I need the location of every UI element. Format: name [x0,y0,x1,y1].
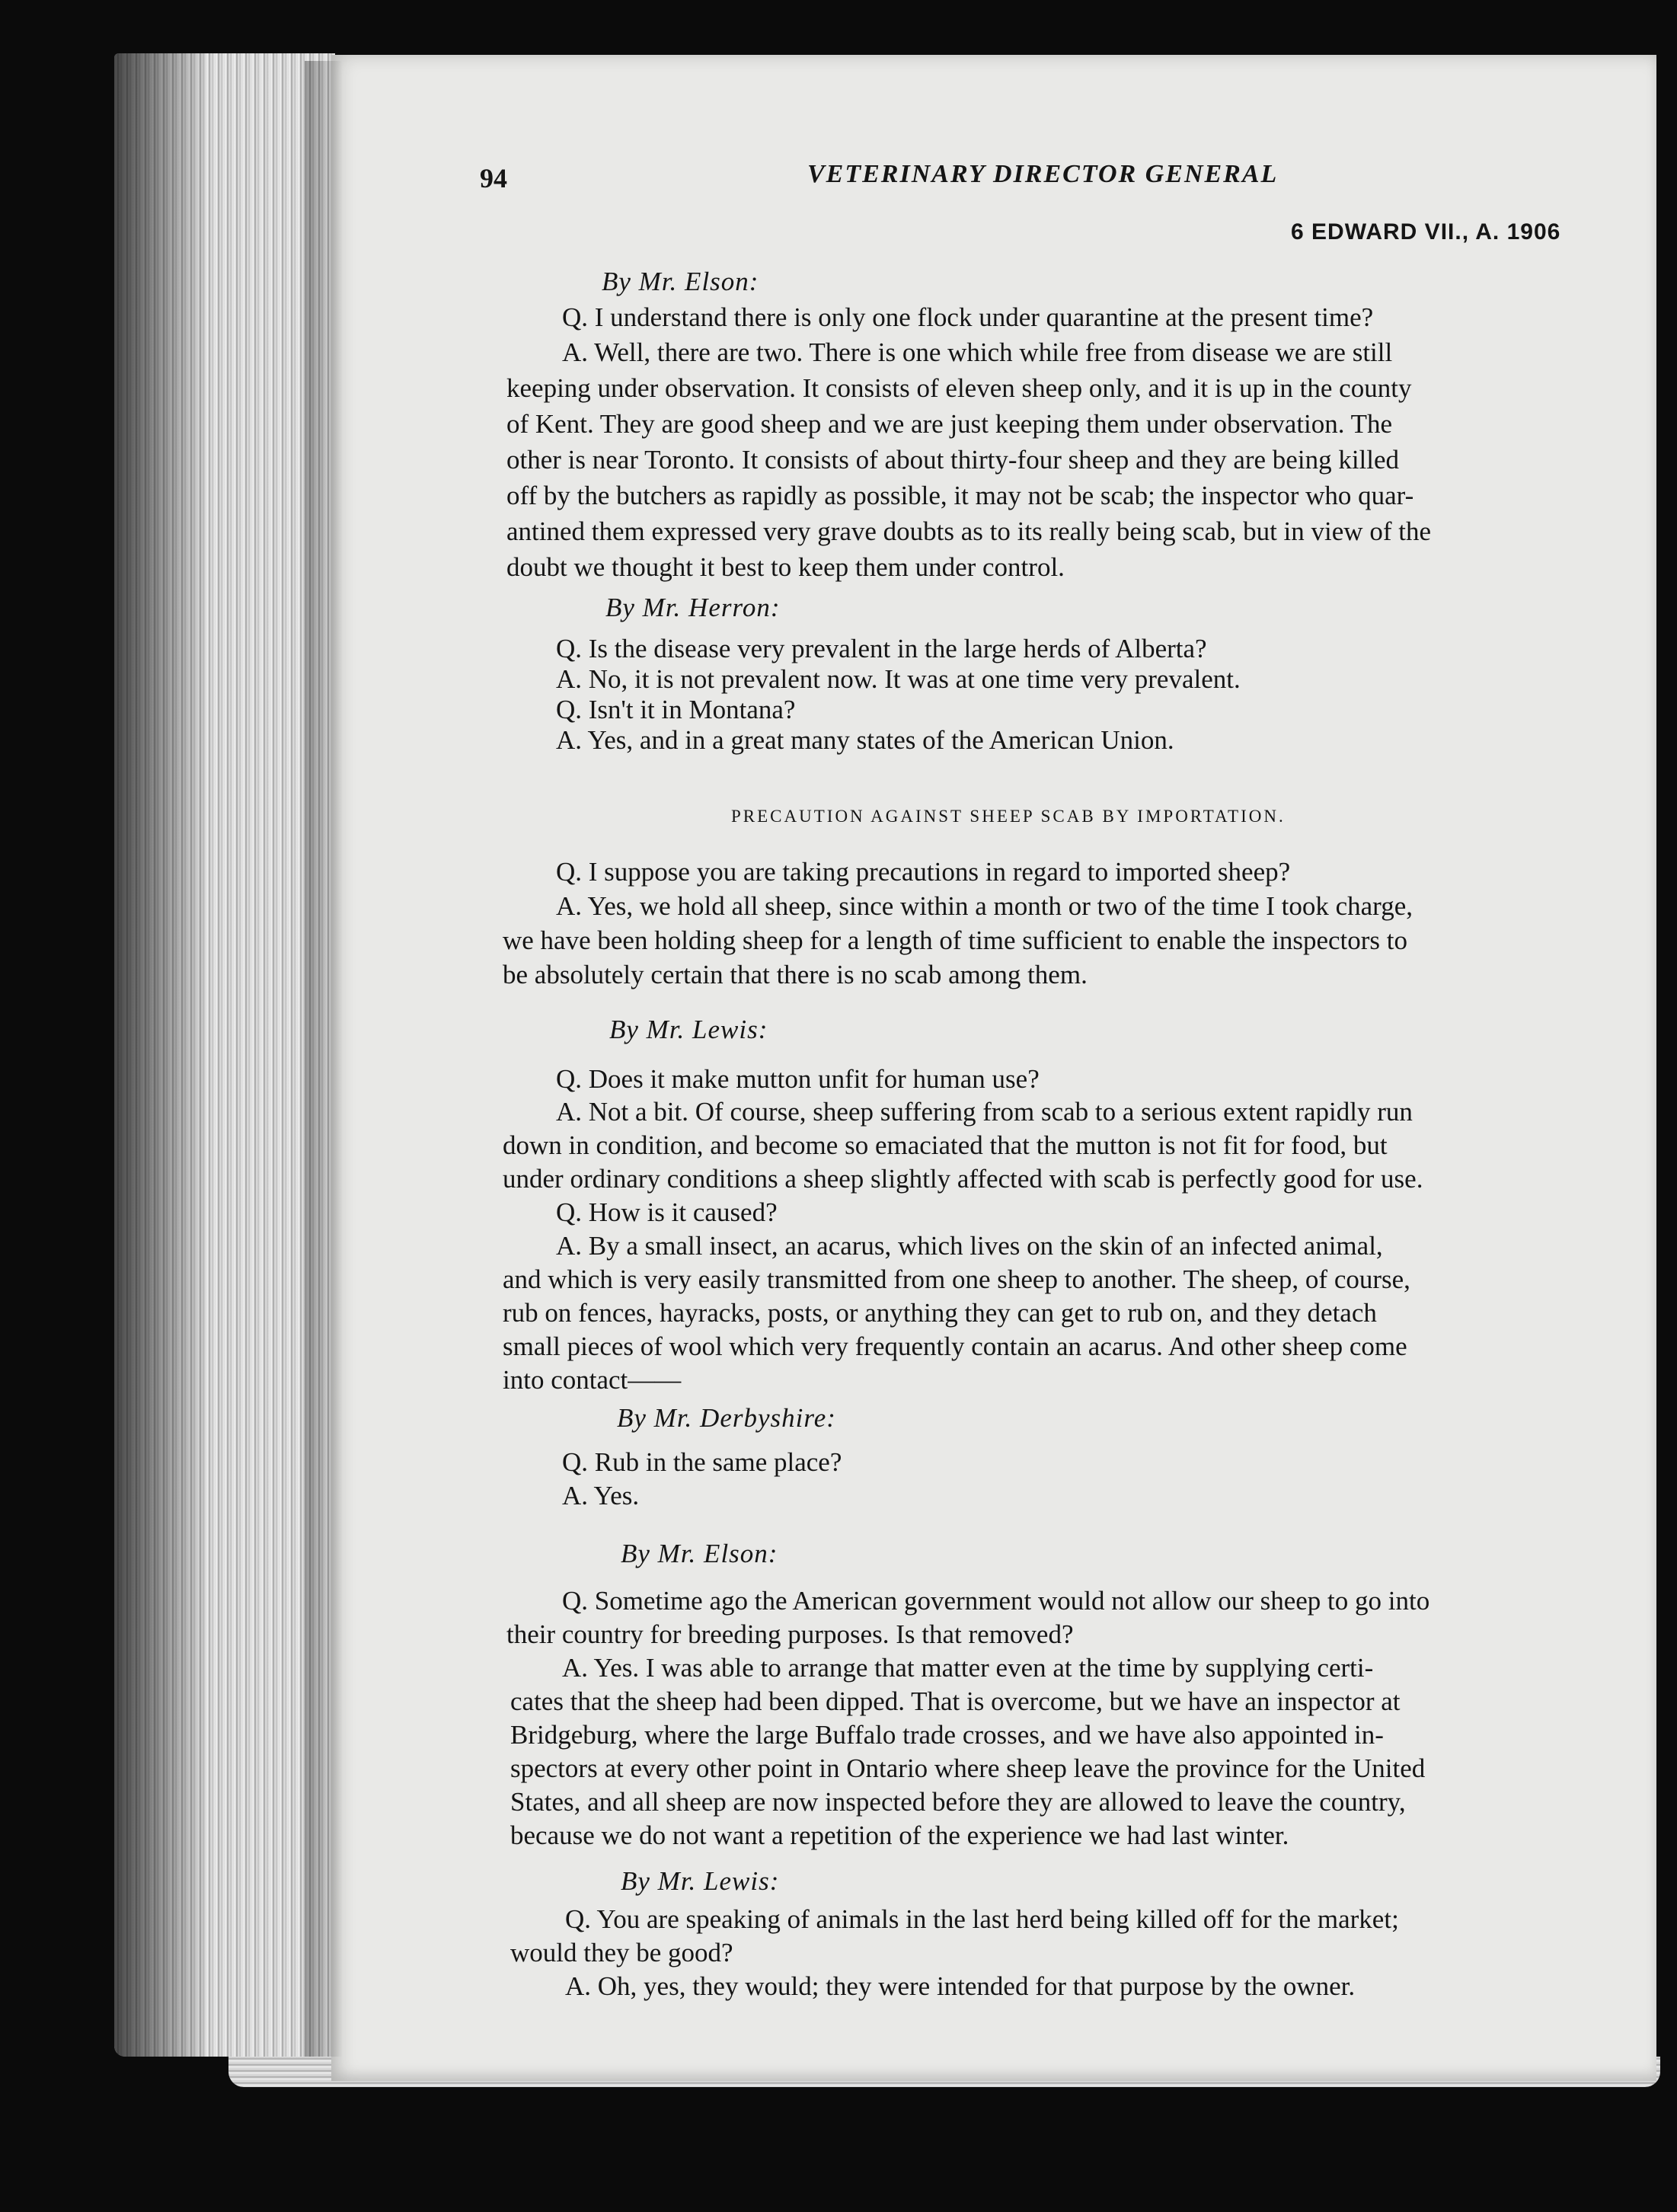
text-line: other is near Toronto. It consists of about thirty-four sheep and they are being killed [506,445,1400,475]
section-heading: PRECAUTION AGAINST SHEEP SCAB BY IMPORTATION. [731,807,1286,826]
question-line: Q. Is the disease very prevalent in the large herds of Alberta? [556,634,1207,663]
running-head: VETERINARY DIRECTOR GENERAL [807,160,1279,188]
text-line: Bridgeburg, where the large Buffalo trade crosses, and we have also appointed in- [510,1720,1384,1750]
spine-shadow [305,61,343,2057]
page-edges [114,53,335,2057]
question-line: Q. I suppose you are taking precautions in regard to imported sheep? [556,857,1291,887]
text-line: spectors at every other point in Ontario where sheep leave the province for the United [510,1753,1426,1783]
text-line: cates that the sheep had been dipped. That is overcome, but we have an inspector at [510,1686,1401,1716]
question-line: Q. Sometime ago the American government would not allow our sheep to go into [562,1586,1430,1616]
text-line: of Kent. They are good sheep and we are just keeping them under observation. The [506,409,1393,439]
answer-line: A. Oh, yes, they would; they were intended for that purpose by the owner. [565,1971,1356,2001]
speaker-heading: By Mr. Lewis: [621,1866,780,1896]
text-line: their country for breeding purposes. Is that removed? [506,1619,1074,1649]
text-line: and which is very easily transmitted from one sheep to another. The sheep, of course, [503,1264,1410,1294]
speaker-heading: By Mr. Herron: [605,593,781,622]
text-line: would they be good? [510,1938,733,1967]
question-line: Q. Isn't it in Montana? [556,695,796,724]
text-line: be absolutely certain that there is no scab among them. [503,960,1088,989]
question-line: Q. Does it make mutton unfit for human use? [556,1064,1040,1094]
page-number: 94 [480,163,507,193]
text-line: down in condition, and become so emaciated that the mutton is not fit for food, but [503,1130,1388,1160]
text-line: under ordinary conditions a sheep slightly affected with scab is perfectly good for use. [503,1164,1423,1194]
text-line: because we do not want a repetition of the experience we had last winter. [510,1820,1289,1850]
question-line: Q. I understand there is only one flock under quarantine at the present time? [562,302,1374,332]
text-line: keeping under observation. It consists of eleven sheep only, and it is up in the county [506,373,1412,403]
answer-line: A. Not a bit. Of course, sheep suffering from scab to a serious extent rapidly run [556,1097,1413,1127]
text-line: doubt we thought it best to keep them under control. [506,552,1065,582]
answer-line: A. By a small insect, an acarus, which lives on the skin of an infected animal, [556,1231,1383,1261]
answer-line: A. No, it is not prevalent now. It was at one time very prevalent. [556,664,1241,694]
answer-line: A. Well, there are two. There is one which while free from disease we are still [562,337,1393,367]
answer-line: A. Yes, and in a great many states of the American Union. [556,725,1174,755]
text-line: small pieces of wool which very frequently contain an acarus. And other sheep come [503,1331,1407,1361]
text-line: off by the butchers as rapidly as possible, it may not be scab; the inspector who quar- [506,481,1414,510]
speaker-heading: By Mr. Elson: [621,1539,778,1568]
speaker-heading: By Mr. Elson: [602,267,759,296]
speaker-heading: By Mr. Lewis: [609,1015,768,1044]
answer-line: A. Yes, we hold all sheep, since within a month or two of the time I took charge, [556,891,1413,921]
question-line: Q. You are speaking of animals in the last herd being killed off for the market; [565,1904,1399,1934]
question-line: Q. Rub in the same place? [562,1447,842,1477]
text-line: into contact—— [503,1365,682,1395]
text-line: we have been holding sheep for a length of time sufficient to enable the inspectors to [503,925,1408,955]
text-line: antined them expressed very grave doubts as to its really being scab, but in view of the [506,516,1431,546]
answer-line: A. Yes. [562,1481,640,1510]
question-line: Q. How is it caused? [556,1197,778,1227]
session-label: 6 EDWARD VII., A. 1906 [1291,219,1561,245]
answer-line: A. Yes. I was able to arrange that matter even at the time by supplying certi- [562,1653,1374,1683]
speaker-heading: By Mr. Derbyshire: [617,1403,836,1433]
text-line: rub on fences, hayracks, posts, or anything they can get to rub on, and they detach [503,1298,1377,1328]
text-line: States, and all sheep are now inspected before they are allowed to leave the country, [510,1787,1406,1817]
